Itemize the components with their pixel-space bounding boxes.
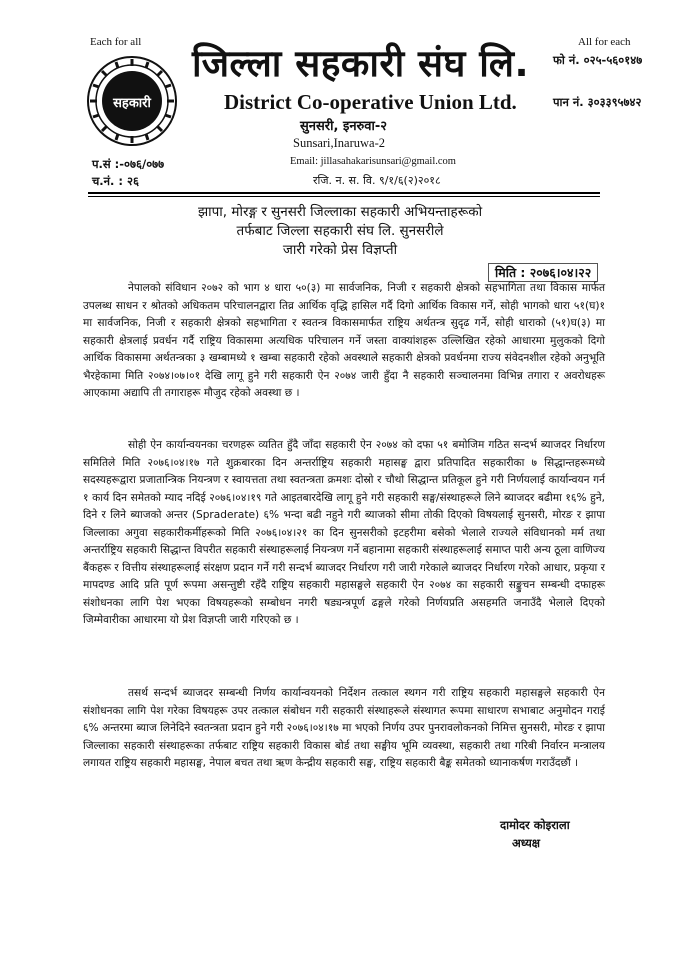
header-divider	[88, 192, 600, 194]
letter-number: प.सं :-०७६/०७७	[92, 157, 165, 171]
signatory-name: दामोदर कोइराला	[500, 818, 570, 832]
org-name-english: District Co-operative Union Ltd.	[224, 90, 517, 114]
org-name-nepali: जिल्ला सहकारी संघ लि.	[192, 42, 530, 85]
slogan-right: All for each	[578, 36, 631, 48]
registration-number: रजि. न. स. वि. ९/१/६(२)२०१८	[313, 174, 441, 187]
body-paragraph-2: सोही ऐन कार्यान्वयनका चरणहरू व्यतित हुँदै जाँदा सहकारी ऐन २०७४ को दफा ५१ बमोजिम गठित सन्दर्भ ब्याजदर निर्धारण समितिले मिति २०७६।०४।१७ गते शुक्रबारका दिन अन्तर्राष्ट्रिय सहकारी महासङ्घ द्वारा प्रतिपादित सहकारीका ७ सिद्धान्तहरूमध्ये सदस्यहरूद्वारा प्रजातान्त्रिक नियन्त्रण र स्वायत्तता तथा स्वतन्त्रता क्रमशः दोस्रो र चौथो सिद्धान्त प्रतिकूल हुने गरी निर्णयलाई कार्यान्वयन गर्न १ कार्य दिन समेतको म्याद नदिई २०७६।०४।१९ गते आइतबारदेखि लागू हुने गरी सहकारी सङ्घ/संस्थाहरूले लिने ब्याजदर बढीमा १६% हुने, दिने र लिने ब्याजको अन्तर (Spraderate) ६% भन्दा बढी नहुने गरी ब्याजको सीमा तोकी दिएको विषयलाई सुनसरी, मोरङ र झापा जिल्लाका अगुवा सहकारीकर्मीहरूको मिति २०७६।०४।२१ का दिन सुनसरीको इटहरीमा बसेको भेलाले राज्यले संविधानको मर्म तथा अन्तर्राष्ट्रिय सहकारी सिद्धान्त विपरीत सहकारी संस्थाहरूलाई नियन्त्रण गर्ने बहानामा सहकारी संस्थाहरूलाई समाप्त पारी अन्य ठूला वाणिज्य बैंकहरू र वित्तीय संस्थाहरूलाई संरक्षण प्रदान गर्ने गरी सन्दर्भ ब्याजदर निर्धारण गरी जारी गरेकाले ब्याजदर निर्धारण गरेको आधार, प्रकृया र मापदण्ड आदि प्रति पूर्ण रूपमा असन्तुष्टी रहँदै राष्ट्रिय सहकारी महासङ्घले सहकारी ऐन २०७४ का सहकारी सङ्कुचन सम्बन्धी दफाहरू संशोधनका लागि पेश भएका विषयहरूको सम्बोधन नगरी षड्यन्त्रपूर्ण ढङ्गले गरेको निर्णयप्रति असहमति जनाउँदै भेलाले दिएको जिम्मेवारीका आधारमा यो प्रेश विज्ञप्ती जारी गरिएको छ ।	[83, 439, 605, 626]
press-title-line-1: झापा, मोरङ्ग र सुनसरी जिल्लाका सहकारी अभियन्ताहरूको	[197, 204, 483, 220]
dispatch-number: च.नं. : २६	[92, 174, 139, 188]
release-date: मिति : २०७६।०४।२२	[488, 263, 598, 282]
svg-text:सहकारी: सहकारी	[113, 96, 151, 111]
body-paragraph-1: नेपालको संविधान २०७२ को भाग ४ धारा ५०(३) मा सार्वजनिक, निजी र सहकारी क्षेत्रको सहभागिता तथा विकास मार्फत उपलब्ध साधन र श्रोतको अधिकतम परिचालनद्वारा तिव्र आर्थिक वृद्धि हासिल गर्दै दिगो आर्थिक विकास गर्ने, सोही भागको धारा ५१(घ)१ मा सार्वजनिक, निजी र सहकारी क्षेत्रको सहभागिता र स्वतन्त्र विकासमार्फत राष्ट्रिय अर्थतन्त्र सुदृढ गर्ने, सोही धाराको (५१)घ(३) मा सहकारी क्षेत्रलाई प्रवर्धन गर्दै राष्ट्रिय विकासमा अत्यधिक परिचालन गर्ने जस्ता वाक्यांशहरू उल्लिखित रहेको आधारमा मुलुकको दिगो आर्थिक विकासमा अर्थतन्त्रका ३ खम्बामध्ये १ खम्बा सहकारी रहेको अवस्थाले सहकारी क्षेत्रको प्रवर्धनमा राज्य संवेदनशील रहेको अनुभूति भैरहेकामा मिति २०७४।०७।०१ देखि लागू हुने गरी सहकारी ऐन २०७४ जारी हुँदा नै सहकारी सञ्चालनमा विभिन्न तगारा र अवरोधहरू आएकामा अद्यापि ती तगाराहरू मौजुद रहेको अवस्था छ ।	[83, 282, 605, 399]
location-english: Sunsari,Inaruwa-2	[293, 136, 385, 150]
fax-number: फो नं. ०२५-५६०१४७	[553, 53, 643, 67]
pan-number: पान नं. ३०३३९५७४२	[553, 95, 642, 109]
cooperative-logo	[86, 55, 178, 147]
header-divider-thin	[88, 196, 600, 197]
location-nepali: सुनसरी, इनरुवा-२	[300, 119, 388, 134]
body-paragraph-3: तसर्थ सन्दर्भ ब्याजदर सम्बन्धी निर्णय कार्यान्वयनको निर्देशन तत्काल स्थगन गरी राष्ट्रिय सहकारी महासङ्घले सहकारी ऐन संशोधनका लागि पेश गरेका विषयहरू उपर तत्काल संबोधन गरी सहकारी संस्थाहरूले संस्थागत रूपमा साधारण सभाबाट अनुमोदन गराई ६% अन्तरमा ब्याज लिनेदिने स्वतन्त्रता प्रदान हुने गरी २०७६।०४।१७ मा भएको निर्णय उपर पुनरावलोकनको निमित्त सुनसरी, मोरङ र झापा जिल्लाका सहकारी संस्थाहरूका तर्फबाट राष्ट्रिय सहकारी विकास बोर्ड तथा सङ्घीय भूमि व्यवस्था, सहकारी तथा गरिबी निर्वारन मन्त्रालय लगायत राष्ट्रिय सहकारी महासङ्घ, नेपाल बचत तथा ऋण केन्द्रीय सहकारी सङ्घ, राष्ट्रिय सहकारी बैङ्क समेतको ध्यानाकर्षण गराउँदछौं ।	[83, 687, 605, 769]
signatory-title: अध्यक्ष	[512, 836, 541, 850]
press-title-line-3: जारी गरेको प्रेस विज्ञप्ती	[282, 242, 398, 258]
slogan-left: Each for all	[90, 36, 142, 48]
email-address: Email: jillasahakarisunsari@gmail.com	[290, 156, 456, 167]
press-title-line-2: तर्फबाट जिल्ला सहकारी संघ लि. सुनसरीले	[236, 223, 444, 239]
